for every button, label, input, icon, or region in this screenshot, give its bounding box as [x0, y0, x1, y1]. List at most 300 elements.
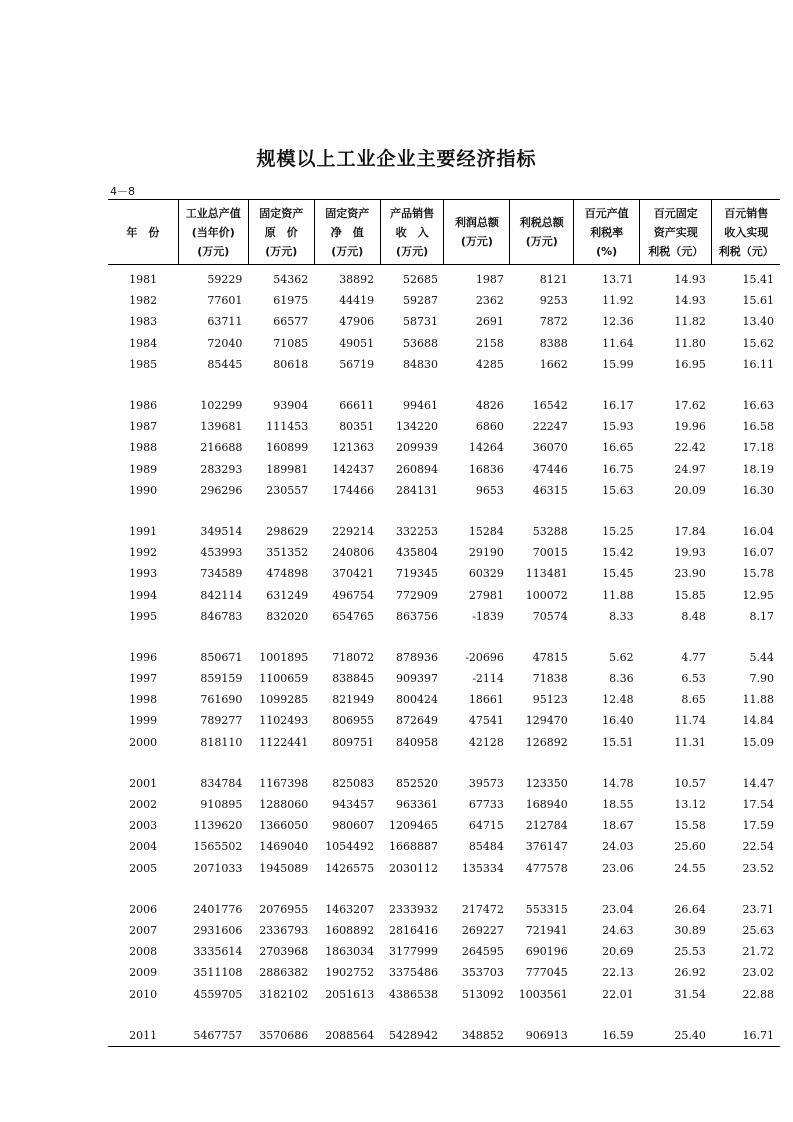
- table-body: [108, 265, 780, 1047]
- value-cell: 15.62: [742, 336, 774, 350]
- value-cell: 2931606: [193, 923, 243, 937]
- year-cell: 1990: [129, 483, 158, 497]
- value-cell: 4559705: [193, 987, 243, 1001]
- value-cell: 9253: [539, 294, 568, 308]
- column-header-line: 产品销售: [390, 206, 435, 220]
- value-cell: 15.09: [742, 735, 774, 749]
- value-cell: 789277: [200, 714, 243, 728]
- value-cell: 631249: [266, 588, 309, 602]
- table-row: [108, 858, 780, 879]
- table-row: [108, 563, 780, 584]
- value-cell: 11.92: [602, 294, 634, 308]
- value-cell: 17.18: [742, 441, 774, 455]
- value-cell: 376147: [525, 840, 568, 854]
- column-header: [380, 200, 444, 265]
- year-cell: 2010: [129, 987, 158, 1001]
- value-cell: 12.36: [602, 315, 634, 329]
- value-cell: 16.04: [742, 524, 774, 538]
- value-cell: 39573: [468, 776, 504, 790]
- value-cell: 25.60: [674, 840, 706, 854]
- value-cell: 1863034: [325, 945, 375, 959]
- value-cell: 23.52: [742, 861, 774, 875]
- value-cell: 17.62: [674, 399, 706, 413]
- value-cell: 777045: [525, 966, 568, 980]
- value-cell: 53288: [532, 524, 568, 538]
- value-cell: 840958: [395, 735, 438, 749]
- value-cell: 121363: [332, 441, 375, 455]
- value-cell: 1463207: [325, 902, 375, 916]
- value-cell: 8121: [539, 273, 568, 287]
- value-cell: 216688: [200, 441, 243, 455]
- header-row: [108, 200, 780, 265]
- value-cell: 11.64: [602, 336, 634, 350]
- value-cell: 17.84: [674, 524, 706, 538]
- column-header-line: 收入实现: [724, 225, 769, 239]
- year-cell: 1997: [129, 672, 158, 686]
- value-cell: 10.57: [674, 776, 706, 790]
- value-cell: -2114: [472, 672, 504, 686]
- column-header-line: (当年价): [191, 225, 235, 239]
- value-cell: 212784: [525, 819, 568, 833]
- value-cell: 71085: [273, 336, 309, 350]
- value-cell: 859159: [200, 672, 243, 686]
- value-cell: 16.11: [742, 357, 774, 371]
- value-cell: 27981: [468, 588, 504, 602]
- value-cell: -20696: [465, 650, 504, 664]
- value-cell: 5.62: [609, 650, 634, 664]
- value-cell: 16.30: [742, 483, 774, 497]
- year-cell: 2011: [108, 1005, 178, 1047]
- value-cell: 496754: [332, 588, 375, 602]
- year-cell: 1984: [129, 336, 158, 350]
- value-cell: 910895: [200, 798, 243, 812]
- value-cell: 3511108: [193, 966, 243, 980]
- value-cell: 718072: [332, 650, 375, 664]
- table-row: [108, 416, 780, 437]
- value-cell: 59287: [402, 294, 438, 308]
- value-cell: 19.96: [674, 420, 706, 434]
- year-cell: 1989: [129, 462, 158, 476]
- value-cell: 54362: [273, 273, 309, 287]
- value-cell: 13.71: [602, 273, 634, 287]
- value-cell: 1003561: [518, 987, 568, 1001]
- value-cell: 2071033: [193, 861, 243, 875]
- table-row: [108, 983, 780, 1004]
- column-header-line: 利税总额: [519, 216, 564, 229]
- column-header: [510, 200, 574, 265]
- value-cell: 4826: [475, 399, 504, 413]
- value-cell: 850671: [200, 650, 243, 664]
- column-header-line: 百元固定: [653, 206, 698, 220]
- column-header-line: (万元): [525, 235, 558, 248]
- value-cell: 2051613: [325, 987, 375, 1001]
- value-cell: 1366050: [259, 819, 309, 833]
- value-cell: 5428942: [380, 1005, 444, 1047]
- value-cell: 217472: [461, 902, 504, 916]
- value-cell: 16.95: [674, 357, 706, 371]
- value-cell: 353703: [461, 966, 504, 980]
- value-cell: 283293: [200, 462, 243, 476]
- value-cell: 8.36: [609, 672, 634, 686]
- value-cell: 102299: [200, 399, 243, 413]
- value-cell: 4285: [475, 357, 504, 371]
- value-cell: 16.63: [742, 399, 774, 413]
- value-cell: 6.53: [681, 672, 706, 686]
- value-cell: 16836: [468, 462, 504, 476]
- value-cell: 2816416: [388, 923, 438, 937]
- value-cell: 19.93: [674, 546, 706, 560]
- value-cell: 963361: [395, 798, 438, 812]
- value-cell: 2333932: [388, 902, 438, 916]
- table-row: [108, 794, 780, 815]
- value-cell: 85484: [468, 840, 504, 854]
- value-cell: 734589: [200, 567, 243, 581]
- value-cell: 863756: [395, 609, 438, 623]
- value-cell: 821949: [332, 693, 375, 707]
- value-cell: 129470: [525, 714, 568, 728]
- column-header-line: 工业总产值: [185, 206, 241, 220]
- value-cell: 24.03: [602, 840, 634, 854]
- value-cell: 25.40: [640, 1005, 712, 1047]
- value-cell: 18.55: [602, 798, 634, 812]
- value-cell: 1662: [539, 357, 568, 371]
- economic-indicators-table: [108, 199, 780, 1047]
- column-header-line: 百元销售: [724, 206, 769, 220]
- table-row: [108, 627, 780, 668]
- table-row: [108, 584, 780, 605]
- year-cell: 1993: [129, 567, 158, 581]
- value-cell: 260894: [395, 462, 438, 476]
- value-cell: 22.13: [602, 966, 634, 980]
- value-cell: 16.07: [742, 546, 774, 560]
- column-header-line: 百元产值: [584, 206, 629, 220]
- value-cell: 846783: [200, 609, 243, 623]
- value-cell: 2076955: [259, 902, 309, 916]
- table-row: [108, 501, 780, 542]
- value-cell: 61975: [273, 294, 309, 308]
- value-cell: 14.93: [674, 273, 706, 287]
- value-cell: 63711: [207, 315, 243, 329]
- value-cell: 1099285: [259, 693, 309, 707]
- value-cell: 64715: [468, 819, 504, 833]
- value-cell: 3177999: [388, 945, 438, 959]
- column-header-line: 固定资产: [259, 206, 304, 220]
- value-cell: 26.64: [674, 902, 706, 916]
- value-cell: 80618: [273, 357, 309, 371]
- table-row: [108, 437, 780, 458]
- value-cell: 906913: [510, 1005, 574, 1047]
- value-cell: 14.47: [742, 776, 774, 790]
- table-row: [108, 879, 780, 920]
- value-cell: 2158: [475, 336, 504, 350]
- value-cell: 17.59: [742, 819, 774, 833]
- value-cell: 9653: [475, 483, 504, 497]
- value-cell: 351352: [266, 546, 309, 560]
- value-cell: 825083: [332, 776, 375, 790]
- value-cell: 84830: [402, 357, 438, 371]
- value-cell: 3375486: [388, 966, 438, 980]
- value-cell: 2703968: [259, 945, 309, 959]
- value-cell: 909397: [395, 672, 438, 686]
- value-cell: 77601: [207, 294, 243, 308]
- value-cell: 3182102: [259, 987, 309, 1001]
- value-cell: 832020: [266, 609, 309, 623]
- column-header-line: 利税（元）: [648, 244, 704, 258]
- value-cell: 134220: [395, 420, 438, 434]
- value-cell: 44419: [339, 294, 375, 308]
- value-cell: 16.75: [602, 462, 634, 476]
- value-cell: 2336793: [259, 923, 309, 937]
- table-row: [108, 354, 780, 375]
- value-cell: 2691: [475, 315, 504, 329]
- value-cell: 8388: [539, 336, 568, 350]
- column-header: [178, 200, 248, 265]
- value-cell: 67733: [468, 798, 504, 812]
- value-cell: 2886382: [259, 966, 309, 980]
- value-cell: 160899: [266, 441, 309, 455]
- column-header: [314, 200, 380, 265]
- value-cell: 15.63: [602, 483, 634, 497]
- value-cell: 878936: [395, 650, 438, 664]
- value-cell: 2030112: [388, 861, 438, 875]
- year-cell: 2008: [129, 945, 158, 959]
- value-cell: 348852: [444, 1005, 510, 1047]
- value-cell: 2401776: [193, 902, 243, 916]
- value-cell: 298629: [266, 524, 309, 538]
- value-cell: 230557: [266, 483, 309, 497]
- value-cell: 95123: [532, 693, 568, 707]
- column-header-line: (万元): [197, 244, 230, 258]
- value-cell: 477578: [525, 861, 568, 875]
- value-cell: 513092: [461, 987, 504, 1001]
- year-cell: 2004: [129, 840, 158, 854]
- value-cell: 1054492: [325, 840, 375, 854]
- value-cell: 26.92: [674, 966, 706, 980]
- value-cell: 70574: [532, 609, 568, 623]
- value-cell: 1100659: [259, 672, 309, 686]
- year-cell: 1988: [129, 441, 158, 455]
- value-cell: 16.58: [742, 420, 774, 434]
- value-cell: 38892: [339, 273, 375, 287]
- table-row: [108, 836, 780, 857]
- value-cell: 100072: [525, 588, 568, 602]
- value-cell: 209939: [395, 441, 438, 455]
- value-cell: 14.93: [674, 294, 706, 308]
- value-cell: 13.40: [742, 315, 774, 329]
- value-cell: 3570686: [248, 1005, 314, 1047]
- value-cell: 46315: [532, 483, 568, 497]
- value-cell: 36070: [532, 441, 568, 455]
- value-cell: 690196: [525, 945, 568, 959]
- value-cell: 842114: [200, 588, 243, 602]
- value-cell: 6860: [475, 420, 504, 434]
- year-cell: 2002: [129, 798, 158, 812]
- value-cell: 22.88: [742, 987, 774, 1001]
- value-cell: 11.88: [602, 588, 634, 602]
- value-cell: 11.74: [674, 714, 706, 728]
- table-row: [108, 732, 780, 753]
- value-cell: 15.78: [742, 567, 774, 581]
- value-cell: 7872: [539, 315, 568, 329]
- value-cell: 1668887: [388, 840, 438, 854]
- value-cell: 4386538: [388, 987, 438, 1001]
- column-header-line: 利润总额: [454, 216, 499, 229]
- year-cell: 2009: [129, 966, 158, 980]
- value-cell: 49051: [339, 336, 375, 350]
- year-cell: 1999: [129, 714, 158, 728]
- value-cell: 1102493: [259, 714, 309, 728]
- value-cell: 25.53: [674, 945, 706, 959]
- value-cell: 654765: [332, 609, 375, 623]
- value-cell: 872649: [395, 714, 438, 728]
- table-row: [108, 815, 780, 836]
- value-cell: 719345: [395, 567, 438, 581]
- value-cell: 1565502: [193, 840, 243, 854]
- value-cell: 553315: [525, 902, 568, 916]
- year-cell: 2003: [129, 819, 158, 833]
- value-cell: 58731: [402, 315, 438, 329]
- value-cell: 16.65: [602, 441, 634, 455]
- value-cell: 980607: [332, 819, 375, 833]
- value-cell: 852520: [395, 776, 438, 790]
- value-cell: 142437: [332, 462, 375, 476]
- value-cell: 113481: [525, 567, 568, 581]
- value-cell: 22247: [532, 420, 568, 434]
- value-cell: 60329: [468, 567, 504, 581]
- value-cell: 29190: [468, 546, 504, 560]
- value-cell: 240806: [332, 546, 375, 560]
- value-cell: 349514: [200, 524, 243, 538]
- table-row: [108, 962, 780, 983]
- value-cell: 47906: [339, 315, 375, 329]
- value-cell: 15.45: [602, 567, 634, 581]
- value-cell: 15284: [468, 524, 504, 538]
- value-cell: 72040: [207, 336, 243, 350]
- value-cell: 16.59: [574, 1005, 640, 1047]
- table-row: [108, 1005, 780, 1047]
- value-cell: 4.77: [681, 650, 706, 664]
- table-row: [108, 753, 780, 794]
- value-cell: 818110: [200, 735, 243, 749]
- table-row: [108, 265, 780, 291]
- value-cell: 135334: [461, 861, 504, 875]
- value-cell: 809751: [332, 735, 375, 749]
- value-cell: 761690: [200, 693, 243, 707]
- table-number: 4－8: [110, 185, 135, 198]
- column-header-line: 原 价: [264, 225, 298, 239]
- column-header-line: 净 值: [330, 225, 364, 239]
- column-header: [712, 200, 780, 265]
- value-cell: 80351: [339, 420, 375, 434]
- value-cell: 11.88: [742, 693, 774, 707]
- column-header-line: (万元): [396, 244, 429, 258]
- value-cell: 18661: [468, 693, 504, 707]
- year-cell: 1991: [129, 524, 158, 538]
- value-cell: 15.93: [602, 420, 634, 434]
- value-cell: 25.63: [742, 923, 774, 937]
- value-cell: 23.06: [602, 861, 634, 875]
- value-cell: 838845: [332, 672, 375, 686]
- value-cell: 15.42: [602, 546, 634, 560]
- value-cell: 126892: [525, 735, 568, 749]
- table-row: [108, 480, 780, 501]
- value-cell: 93904: [273, 399, 309, 413]
- column-header: [640, 200, 712, 265]
- value-cell: 31.54: [674, 987, 706, 1001]
- column-header: [444, 200, 510, 265]
- value-cell: 11.82: [674, 315, 706, 329]
- value-cell: 1288060: [259, 798, 309, 812]
- value-cell: 370421: [332, 567, 375, 581]
- value-cell: 111453: [266, 420, 309, 434]
- value-cell: 174466: [332, 483, 375, 497]
- value-cell: 52685: [402, 273, 438, 287]
- value-cell: 1469040: [259, 840, 309, 854]
- value-cell: 18.67: [602, 819, 634, 833]
- value-cell: 453993: [200, 546, 243, 560]
- value-cell: 15.99: [602, 357, 634, 371]
- value-cell: 12.48: [602, 693, 634, 707]
- value-cell: 1608892: [325, 923, 375, 937]
- value-cell: 2088564: [314, 1005, 380, 1047]
- value-cell: 22.01: [602, 987, 634, 1001]
- year-cell: 1994: [129, 588, 158, 602]
- value-cell: 14.78: [602, 776, 634, 790]
- year-cell: 1985: [129, 357, 158, 371]
- value-cell: 71838: [532, 672, 568, 686]
- value-cell: 14264: [468, 441, 504, 455]
- value-cell: 229214: [332, 524, 375, 538]
- value-cell: 189981: [266, 462, 309, 476]
- year-cell: 2006: [129, 902, 158, 916]
- column-header: [248, 200, 314, 265]
- value-cell: 2362: [475, 294, 504, 308]
- table-row: [108, 920, 780, 941]
- value-cell: 14.84: [742, 714, 774, 728]
- value-cell: 1209465: [388, 819, 438, 833]
- column-header-line: 资产实现: [653, 225, 698, 239]
- value-cell: 943457: [332, 798, 375, 812]
- value-cell: 1167398: [259, 776, 309, 790]
- table-row: [108, 606, 780, 627]
- value-cell: 11.80: [674, 336, 706, 350]
- value-cell: 834784: [200, 776, 243, 790]
- year-cell: 1992: [129, 546, 158, 560]
- value-cell: 59229: [207, 273, 243, 287]
- year-cell: 2005: [129, 861, 158, 875]
- value-cell: 1001895: [259, 650, 309, 664]
- value-cell: 99461: [402, 399, 438, 413]
- value-cell: 24.55: [674, 861, 706, 875]
- table-row: [108, 542, 780, 563]
- table-row: [108, 668, 780, 689]
- value-cell: 1122441: [259, 735, 309, 749]
- value-cell: 139681: [200, 420, 243, 434]
- value-cell: 269227: [461, 923, 504, 937]
- value-cell: 12.95: [742, 588, 774, 602]
- column-header-line: 利税率: [590, 225, 624, 239]
- table-row: [108, 459, 780, 480]
- value-cell: 8.65: [681, 693, 706, 707]
- value-cell: 13.12: [674, 798, 706, 812]
- value-cell: 3335614: [193, 945, 243, 959]
- value-cell: 20.09: [674, 483, 706, 497]
- value-cell: 24.63: [602, 923, 634, 937]
- column-header-line: (万元): [331, 244, 364, 258]
- value-cell: 53688: [402, 336, 438, 350]
- value-cell: 5467757: [178, 1005, 248, 1047]
- column-header-line: (%): [596, 244, 618, 258]
